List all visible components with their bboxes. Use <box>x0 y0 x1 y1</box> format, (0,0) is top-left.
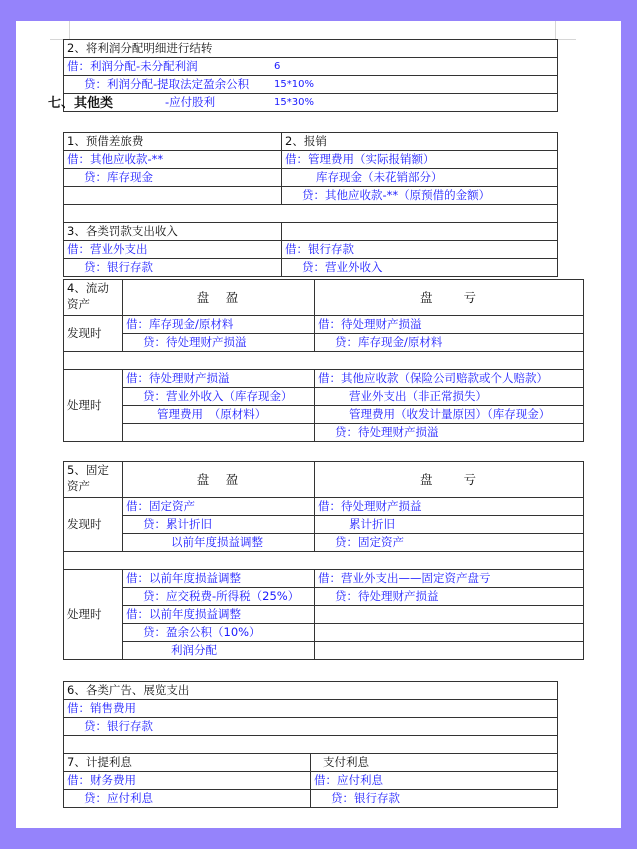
entry <box>315 624 584 642</box>
entry: 贷：待处理财产损益 <box>315 588 584 606</box>
col-surplus: 盘 盈 <box>123 462 315 498</box>
item1-credit: 贷：库存现金 <box>64 169 282 187</box>
margin-guide-top-right <box>556 39 576 40</box>
entry: 贷：固定资产 <box>315 534 584 552</box>
spacer-row <box>64 352 584 370</box>
found-label: 发现时 <box>64 316 123 352</box>
entry: 利润分配 <box>123 642 315 660</box>
item3-title: 3、各类罚款支出收入 <box>64 223 282 241</box>
item7-pay-title: 支付利息 <box>311 754 558 772</box>
entry <box>123 424 315 442</box>
margin-guide-right <box>555 21 556 39</box>
item2-title: 2、报销 <box>282 133 558 151</box>
entry: 贷：待处理财产损溢 <box>123 334 315 352</box>
section-heading: 七、其他类 <box>48 96 114 111</box>
entry: 借：库存现金/原材料 <box>123 316 315 334</box>
item1-title: 1、预借差旅费 <box>64 133 282 151</box>
entry: 贷：待处理财产损溢 <box>315 424 584 442</box>
item2-debit2: 库存现金（未花销部分） <box>282 169 558 187</box>
entry: 管理费用 （原材料） <box>123 406 315 424</box>
margin-guide-top-left <box>50 39 64 40</box>
spacer-row <box>64 552 584 570</box>
table-row <box>64 58 558 76</box>
empty-cell <box>282 223 558 241</box>
entry-value: 15*10% <box>274 79 314 90</box>
ads-interest-table <box>63 681 558 808</box>
item2-credit: 贷：其他应收款-**（原预借的金额） <box>282 187 558 205</box>
item6-credit: 贷：银行存款 <box>64 718 558 736</box>
spacer-row <box>64 205 558 223</box>
item2-debit: 借：管理费用（实际报销额） <box>282 151 558 169</box>
entry: 贷：营业外收入（库存现金） <box>123 388 315 406</box>
item1-debit: 借：其他应收款-** <box>64 151 282 169</box>
entry-value: 6 <box>274 61 281 72</box>
col-deficit: 盘 亏 <box>315 462 584 498</box>
current-assets-table <box>63 279 584 442</box>
entry: 贷：盈余公积（10%） <box>123 624 315 642</box>
entry-text: -应付股利 <box>165 95 216 109</box>
entry: 管理费用（收发计量原因）（库存现金） <box>315 406 584 424</box>
item7-accrue-debit: 借：财务费用 <box>64 772 311 790</box>
entry: 借：待处理财产损溢 <box>123 370 315 388</box>
entry: 贷：应交税费-所得税（25%） <box>123 588 315 606</box>
handle-label: 处理时 <box>64 370 123 442</box>
entry: 借：营业外支出——固定资产盘亏 <box>315 570 584 588</box>
entry: 借：以前年度损益调整 <box>123 570 315 588</box>
handle-label: 处理时 <box>64 570 123 660</box>
item3-left-credit: 贷：银行存款 <box>64 259 282 277</box>
item7-pay-debit: 借：应付利息 <box>311 772 558 790</box>
entry-value: 15*30% <box>274 97 314 108</box>
found-label: 发现时 <box>64 498 123 552</box>
empty-cell <box>64 187 282 205</box>
entry: 借：以前年度损益调整 <box>123 606 315 624</box>
profit-distribution-table <box>63 39 558 112</box>
entry: 累计折旧 <box>315 516 584 534</box>
entry: 借：待处理财产损溢 <box>315 316 584 334</box>
spacer-row <box>64 736 558 754</box>
table-row <box>64 94 558 112</box>
misc-expenses-table <box>63 132 558 277</box>
item7-accrue-title: 7、计提利息 <box>64 754 311 772</box>
entry: 借：其他应收款（保险公司赔款或个人赔款） <box>315 370 584 388</box>
col-surplus: 盘 盈 <box>123 280 315 316</box>
item3-left-debit: 借：营业外支出 <box>64 241 282 259</box>
section-label: 4、流动资产 <box>64 280 123 316</box>
entry: 贷：库存现金/原材料 <box>315 334 584 352</box>
table-title: 2、将利润分配明细进行结转 <box>64 40 558 58</box>
entry: 借：固定资产 <box>123 498 315 516</box>
item7-pay-credit: 贷：银行存款 <box>311 790 558 808</box>
item6-debit: 借：销售费用 <box>64 700 558 718</box>
entry: 以前年度损益调整 <box>123 534 315 552</box>
col-deficit: 盘 亏 <box>315 280 584 316</box>
entry-text: 借：利润分配-未分配利润 <box>67 59 198 73</box>
entry: 营业外支出（非正常损失） <box>315 388 584 406</box>
item3-right-credit: 贷：营业外收入 <box>282 259 558 277</box>
entry-text: 贷：利润分配-提取法定盈余公积 <box>84 77 250 91</box>
section-label: 5、固定资产 <box>64 462 123 498</box>
entry: 借：待处理财产损益 <box>315 498 584 516</box>
item7-accrue-credit: 贷：应付利息 <box>64 790 311 808</box>
item3-right-debit: 借：银行存款 <box>282 241 558 259</box>
fixed-assets-table <box>63 461 584 660</box>
table-row <box>64 76 558 94</box>
entry <box>315 642 584 660</box>
entry <box>315 606 584 624</box>
margin-guide-left <box>69 21 70 39</box>
item6-title: 6、各类广告、展览支出 <box>64 682 558 700</box>
entry: 贷：累计折旧 <box>123 516 315 534</box>
